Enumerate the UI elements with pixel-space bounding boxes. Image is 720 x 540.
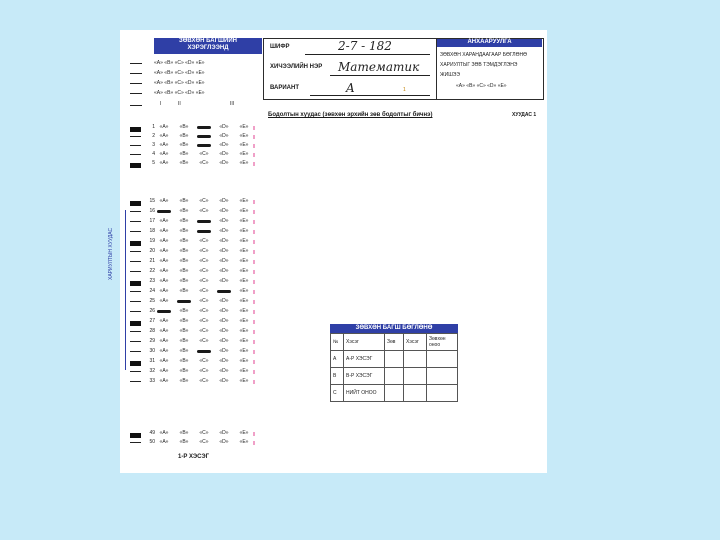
grade-head-correct: Зөв bbox=[385, 334, 404, 351]
answer-bubble[interactable] bbox=[197, 350, 211, 353]
answer-row bbox=[145, 151, 260, 159]
section-footer: 1-Р ХЭСЭГ bbox=[178, 454, 210, 460]
answer-row-number: 17 bbox=[149, 218, 155, 224]
answer-row-number: 19 bbox=[149, 238, 155, 244]
grade-row-a-id: A bbox=[331, 351, 344, 368]
answer-row bbox=[145, 308, 260, 316]
answer-bubble[interactable]: «E» bbox=[239, 268, 249, 274]
answer-bubble[interactable] bbox=[197, 230, 211, 233]
timing-mark bbox=[130, 221, 141, 222]
answer-bubble[interactable]: «B» bbox=[179, 328, 189, 334]
answer-col-head-i: I bbox=[160, 101, 162, 107]
grade-row-b bbox=[331, 368, 458, 385]
column-mark bbox=[253, 432, 255, 436]
teacher-use-title-2: ХЭРЭГЛЭЭНД bbox=[187, 45, 229, 51]
answer-bubble[interactable]: «B» bbox=[179, 348, 189, 354]
answer-bubble[interactable]: «C» bbox=[199, 368, 209, 374]
answer-bubble[interactable]: «B» bbox=[179, 318, 189, 324]
answer-bubble[interactable]: «E» bbox=[239, 208, 249, 214]
timing-mark bbox=[130, 351, 141, 352]
answer-row bbox=[145, 124, 260, 132]
answer-row bbox=[145, 198, 260, 206]
column-mark bbox=[253, 290, 255, 294]
answer-bubble[interactable]: «A» bbox=[159, 439, 169, 445]
grade-row-a-label: А-Р ХЭСЭГ bbox=[344, 351, 385, 368]
column-mark bbox=[253, 210, 255, 214]
answer-bubble[interactable]: «B» bbox=[179, 198, 189, 204]
answer-bubble[interactable]: «A» bbox=[159, 318, 169, 324]
answer-bubble[interactable]: «E» bbox=[239, 258, 249, 264]
answer-bubble[interactable]: «B» bbox=[179, 288, 189, 294]
answer-bubble[interactable]: «D» bbox=[219, 142, 229, 148]
answer-bubble[interactable]: «E» bbox=[239, 124, 249, 130]
answer-row-number: 5 bbox=[152, 160, 155, 166]
top-code-row-4: «A» «B» «C» «D» «E» bbox=[154, 90, 205, 96]
column-mark bbox=[253, 270, 255, 274]
answer-bubble[interactable]: «E» bbox=[239, 439, 249, 445]
timing-mark bbox=[130, 271, 141, 272]
answer-row-number: 20 bbox=[149, 248, 155, 254]
answer-bubble[interactable]: «D» bbox=[219, 268, 229, 274]
notice-line-3: ЖИШЭЭ bbox=[440, 72, 460, 78]
answer-row bbox=[145, 318, 260, 326]
answer-bubble[interactable]: «B» bbox=[179, 133, 189, 139]
answer-col-head-iii: III bbox=[230, 101, 235, 107]
side-arrow-line bbox=[125, 210, 126, 370]
answer-row bbox=[145, 439, 260, 447]
grade-table bbox=[330, 324, 458, 402]
answer-bubble[interactable]: «A» bbox=[159, 328, 169, 334]
column-mark bbox=[253, 126, 255, 130]
answer-bubble[interactable]: «E» bbox=[239, 308, 249, 314]
answer-bubble[interactable]: «E» bbox=[239, 160, 249, 166]
answer-bubble[interactable]: «E» bbox=[239, 228, 249, 234]
timing-mark bbox=[130, 433, 141, 438]
answer-bubble[interactable]: «B» bbox=[179, 308, 189, 314]
answer-bubble[interactable]: «D» bbox=[219, 248, 229, 254]
column-mark bbox=[253, 220, 255, 224]
column-mark bbox=[253, 350, 255, 354]
column-mark bbox=[253, 280, 255, 284]
answer-bubble[interactable]: «E» bbox=[239, 338, 249, 344]
answer-bubble[interactable]: «E» bbox=[239, 318, 249, 324]
answer-row bbox=[145, 238, 260, 246]
answer-bubble[interactable]: «A» bbox=[159, 338, 169, 344]
timing-mark bbox=[130, 201, 141, 206]
answer-bubble[interactable]: «A» bbox=[159, 142, 169, 148]
answer-bubble[interactable]: «E» bbox=[239, 198, 249, 204]
column-mark bbox=[253, 240, 255, 244]
timing-mark bbox=[130, 127, 141, 132]
timing-mark bbox=[130, 261, 141, 262]
answer-row bbox=[145, 268, 260, 276]
answer-bubble[interactable]: «B» bbox=[179, 218, 189, 224]
answer-bubble[interactable] bbox=[197, 126, 211, 129]
answer-bubble[interactable]: «D» bbox=[219, 160, 229, 166]
answer-bubble[interactable]: «D» bbox=[219, 318, 229, 324]
answer-bubble[interactable]: «B» bbox=[179, 228, 189, 234]
answer-bubble[interactable]: «E» bbox=[239, 278, 249, 284]
answer-bubble[interactable] bbox=[197, 135, 211, 138]
answer-row-number: 49 bbox=[149, 430, 155, 436]
notice-line-2: ХАРИУЛТЫГ ЗӨВ ТЭМДЭГЛЭНЭ bbox=[440, 62, 518, 68]
answer-row bbox=[145, 298, 260, 306]
answer-bubble[interactable]: «A» bbox=[159, 348, 169, 354]
page-label: ХУУДАС 1 bbox=[512, 112, 537, 118]
answer-bubble[interactable]: «E» bbox=[239, 142, 249, 148]
answer-bubble[interactable]: «C» bbox=[199, 160, 209, 166]
grade-row-c-label: НИЙТ ОНОО bbox=[344, 385, 385, 402]
answer-bubble[interactable]: «B» bbox=[179, 258, 189, 264]
answer-bubble[interactable]: «A» bbox=[159, 248, 169, 254]
answer-bubble[interactable]: «A» bbox=[159, 228, 169, 234]
timing-mark bbox=[130, 381, 141, 382]
answer-bubble[interactable]: «B» bbox=[179, 439, 189, 445]
answer-row-number: 27 bbox=[149, 318, 155, 324]
timing-mark bbox=[130, 211, 141, 212]
answer-bubble[interactable]: «D» bbox=[219, 298, 229, 304]
answer-bubble[interactable]: «B» bbox=[179, 248, 189, 254]
answer-bubble[interactable]: «A» bbox=[159, 133, 169, 139]
answer-bubble[interactable]: «D» bbox=[219, 218, 229, 224]
answer-bubble[interactable]: «C» bbox=[199, 430, 209, 436]
answer-bubble[interactable]: «B» bbox=[179, 358, 189, 364]
answer-bubble[interactable]: «A» bbox=[159, 268, 169, 274]
column-mark bbox=[253, 135, 255, 139]
answer-row-number: 15 bbox=[149, 198, 155, 204]
answer-bubble[interactable]: «B» bbox=[179, 238, 189, 244]
code-label: ШИФР bbox=[270, 44, 290, 50]
answer-bubble[interactable]: «A» bbox=[159, 288, 169, 294]
answer-bubble[interactable]: «D» bbox=[219, 430, 229, 436]
answer-bubble[interactable]: «E» bbox=[239, 348, 249, 354]
answer-bubble[interactable]: «A» bbox=[159, 124, 169, 130]
answer-bubble[interactable]: «E» bbox=[239, 378, 249, 384]
variant-value: A bbox=[346, 81, 355, 95]
grade-head-part2: Хэсэг bbox=[404, 334, 427, 351]
timing-mark bbox=[130, 154, 141, 155]
answer-bubble[interactable]: «B» bbox=[179, 142, 189, 148]
answer-bubble[interactable]: «C» bbox=[199, 358, 209, 364]
answer-bubble[interactable] bbox=[177, 300, 191, 303]
answer-bubble[interactable]: «D» bbox=[219, 348, 229, 354]
answer-bubble[interactable]: «C» bbox=[199, 208, 209, 214]
answer-bubble[interactable]: «D» bbox=[219, 151, 229, 157]
answer-bubble[interactable]: «A» bbox=[159, 198, 169, 204]
answer-bubble[interactable]: «C» bbox=[199, 298, 209, 304]
column-mark bbox=[253, 370, 255, 374]
answer-bubble[interactable]: «C» bbox=[199, 248, 209, 254]
answer-bubble[interactable]: «A» bbox=[159, 160, 169, 166]
code-value: 2-7 - 182 bbox=[338, 39, 392, 53]
answer-row-number: 30 bbox=[149, 348, 155, 354]
answer-row bbox=[145, 338, 260, 346]
top-code-row-2: «A» «B» «C» «D» «E» bbox=[154, 70, 205, 76]
grade-head-score: Зөвхөн оноо bbox=[427, 334, 458, 351]
column-mark bbox=[253, 300, 255, 304]
answer-row-number: 25 bbox=[149, 298, 155, 304]
column-mark bbox=[253, 153, 255, 157]
answer-bubble[interactable]: «C» bbox=[199, 268, 209, 274]
answer-bubble[interactable]: «D» bbox=[219, 258, 229, 264]
answer-bubble[interactable]: «B» bbox=[179, 160, 189, 166]
timing-mark bbox=[130, 361, 141, 366]
answer-row bbox=[145, 378, 260, 386]
answer-bubble[interactable]: «C» bbox=[199, 198, 209, 204]
column-mark bbox=[253, 144, 255, 148]
answer-bubble[interactable]: «E» bbox=[239, 288, 249, 294]
answer-bubble[interactable]: «D» bbox=[219, 133, 229, 139]
column-mark bbox=[253, 230, 255, 234]
answer-row-number: 23 bbox=[149, 278, 155, 284]
column-mark bbox=[253, 360, 255, 364]
grade-row-a bbox=[331, 351, 458, 368]
answer-row bbox=[145, 160, 260, 168]
answer-bubble[interactable] bbox=[197, 220, 211, 223]
notice-title: АНХААРУУЛГА bbox=[437, 39, 542, 47]
variant-mark: 1 bbox=[403, 87, 406, 93]
grade-row-c bbox=[331, 385, 458, 402]
answer-bubble[interactable] bbox=[217, 290, 231, 293]
answer-bubble[interactable]: «A» bbox=[159, 368, 169, 374]
answer-bubble[interactable]: «D» bbox=[219, 338, 229, 344]
answer-row bbox=[145, 133, 260, 141]
answer-row bbox=[145, 142, 260, 150]
answer-row bbox=[145, 208, 260, 216]
timing-mark bbox=[130, 442, 141, 443]
answer-row-number: 2 bbox=[152, 133, 155, 139]
answer-bubble[interactable]: «C» bbox=[199, 338, 209, 344]
answer-row-number: 24 bbox=[149, 288, 155, 294]
answer-bubble[interactable]: «C» bbox=[199, 278, 209, 284]
column-mark bbox=[253, 260, 255, 264]
timing-mark bbox=[130, 251, 141, 252]
answer-bubble[interactable]: «E» bbox=[239, 151, 249, 157]
answer-bubble[interactable]: «A» bbox=[159, 430, 169, 436]
timing-mark bbox=[130, 136, 141, 137]
answer-bubble[interactable]: «A» bbox=[159, 358, 169, 364]
answer-bubble[interactable]: «D» bbox=[219, 238, 229, 244]
answer-bubble[interactable]: «B» bbox=[179, 278, 189, 284]
grade-head-part: Хэсэг bbox=[344, 334, 385, 351]
answer-bubble[interactable]: «C» bbox=[199, 308, 209, 314]
timing-mark bbox=[130, 321, 141, 326]
answer-bubble[interactable]: «D» bbox=[219, 358, 229, 364]
top-code-row-3: «A» «B» «C» «D» «E» bbox=[154, 80, 205, 86]
answer-bubble[interactable]: «B» bbox=[179, 378, 189, 384]
answer-row bbox=[145, 358, 260, 366]
answer-row bbox=[145, 228, 260, 236]
answer-bubble[interactable]: «B» bbox=[179, 208, 189, 214]
answer-bubble[interactable]: «A» bbox=[159, 238, 169, 244]
answer-row-number: 4 bbox=[152, 151, 155, 157]
answer-row-number: 50 bbox=[149, 439, 155, 445]
answer-bubble[interactable]: «A» bbox=[159, 258, 169, 264]
answer-bubble[interactable]: «A» bbox=[159, 378, 169, 384]
answer-row-number: 3 bbox=[152, 142, 155, 148]
answer-row-number: 33 bbox=[149, 378, 155, 384]
notice-box bbox=[436, 38, 544, 100]
timing-mark bbox=[130, 231, 141, 232]
column-mark bbox=[253, 162, 255, 166]
answer-bubble[interactable]: «D» bbox=[219, 328, 229, 334]
variant-label: ВАРИАНТ bbox=[270, 85, 300, 91]
answer-bubble[interactable]: «B» bbox=[179, 338, 189, 344]
grade-table-title: ЗӨВХӨН БАГШ БӨГЛӨНӨ bbox=[330, 324, 458, 333]
answer-row-number: 29 bbox=[149, 338, 155, 344]
answer-bubble[interactable]: «A» bbox=[159, 218, 169, 224]
answer-row bbox=[145, 218, 260, 226]
answer-bubble[interactable]: «C» bbox=[199, 151, 209, 157]
timing-mark bbox=[130, 371, 141, 372]
grade-table-header bbox=[331, 334, 458, 351]
timing-mark bbox=[130, 145, 141, 146]
timing-mark bbox=[130, 163, 141, 168]
answer-row bbox=[145, 430, 260, 438]
column-mark bbox=[253, 200, 255, 204]
answer-row bbox=[145, 328, 260, 336]
answer-row-number: 31 bbox=[149, 358, 155, 364]
answer-bubble[interactable]: «D» bbox=[219, 368, 229, 374]
answer-row-number: 21 bbox=[149, 258, 155, 264]
answer-bubble[interactable]: «C» bbox=[199, 439, 209, 445]
timing-mark bbox=[130, 301, 141, 302]
answer-bubble[interactable]: «D» bbox=[219, 378, 229, 384]
answer-bubble[interactable]: «D» bbox=[219, 308, 229, 314]
answer-row-number: 1 bbox=[152, 124, 155, 130]
answer-bubble[interactable]: «E» bbox=[239, 248, 249, 254]
answer-bubble[interactable]: «B» bbox=[179, 430, 189, 436]
timing-mark bbox=[130, 341, 141, 342]
answer-bubble[interactable]: «D» bbox=[219, 208, 229, 214]
notice-example: «A» «B» «C» «D» «E» bbox=[456, 83, 507, 89]
answer-bubble[interactable]: «C» bbox=[199, 328, 209, 334]
answer-bubble[interactable]: «E» bbox=[239, 358, 249, 364]
answer-row bbox=[145, 348, 260, 356]
notice-line-1: ЗӨВХӨН ХАРАНДААГААР БӨГЛӨНӨ bbox=[440, 52, 527, 58]
answer-bubble[interactable]: «C» bbox=[199, 258, 209, 264]
answer-row-number: 22 bbox=[149, 268, 155, 274]
answer-row bbox=[145, 278, 260, 286]
answer-bubble[interactable]: «B» bbox=[179, 151, 189, 157]
answer-row-number: 28 bbox=[149, 328, 155, 334]
answer-bubble[interactable]: «C» bbox=[199, 238, 209, 244]
answer-bubble[interactable] bbox=[157, 210, 171, 213]
answer-row-number: 16 bbox=[149, 208, 155, 214]
answer-bubble[interactable]: «E» bbox=[239, 133, 249, 139]
timing-mark bbox=[130, 291, 141, 292]
answer-row bbox=[145, 248, 260, 256]
scratch-instruction: Бодолтын хуудас (зөвхөн эрхийн зөв бодолтыг бичнэ) bbox=[268, 112, 433, 118]
timing-mark bbox=[130, 281, 141, 286]
answer-row bbox=[145, 288, 260, 296]
teacher-use-header bbox=[154, 38, 262, 54]
subject-value: Математик bbox=[338, 60, 420, 74]
column-mark bbox=[253, 330, 255, 334]
answer-bubble[interactable]: «E» bbox=[239, 328, 249, 334]
timing-mark bbox=[130, 241, 141, 246]
answer-bubble[interactable]: «D» bbox=[219, 228, 229, 234]
answer-row bbox=[145, 368, 260, 376]
grade-row-b-id: B bbox=[331, 368, 344, 385]
answer-bubble[interactable]: «E» bbox=[239, 218, 249, 224]
answer-bubble[interactable]: «D» bbox=[219, 198, 229, 204]
answer-bubble[interactable] bbox=[197, 144, 211, 147]
answer-bubble[interactable]: «B» bbox=[179, 268, 189, 274]
answer-bubble[interactable]: «B» bbox=[179, 368, 189, 374]
answer-bubble[interactable]: «A» bbox=[159, 298, 169, 304]
answer-bubble[interactable] bbox=[157, 310, 171, 313]
answer-bubble[interactable]: «D» bbox=[219, 439, 229, 445]
column-mark bbox=[253, 320, 255, 324]
answer-bubble[interactable]: «C» bbox=[199, 318, 209, 324]
answer-bubble[interactable]: «A» bbox=[159, 151, 169, 157]
answer-col-head-ii: II bbox=[178, 101, 181, 107]
timing-mark bbox=[130, 311, 141, 312]
answer-bubble[interactable]: «E» bbox=[239, 238, 249, 244]
column-mark bbox=[253, 310, 255, 314]
column-mark bbox=[253, 340, 255, 344]
answer-bubble[interactable]: «D» bbox=[219, 278, 229, 284]
answer-bubble[interactable]: «E» bbox=[239, 368, 249, 374]
answer-bubble[interactable]: «B» bbox=[179, 124, 189, 130]
subject-label: ХИЧЭЭЛИЙН НЭР bbox=[270, 64, 323, 70]
column-mark bbox=[253, 250, 255, 254]
timing-mark bbox=[130, 331, 141, 332]
answer-row-number: 26 bbox=[149, 308, 155, 314]
top-code-row-1: «A» «B» «C» «D» «E» bbox=[154, 60, 205, 66]
grade-row-b-label: В-Р ХЭСЭГ bbox=[344, 368, 385, 385]
answer-row-number: 32 bbox=[149, 368, 155, 374]
answer-bubble[interactable]: «E» bbox=[239, 430, 249, 436]
answer-bubble[interactable]: «E» bbox=[239, 298, 249, 304]
answer-bubble[interactable]: «D» bbox=[219, 124, 229, 130]
answer-sheet bbox=[108, 30, 547, 473]
answer-bubble[interactable]: «A» bbox=[159, 278, 169, 284]
answer-bubble[interactable]: «C» bbox=[199, 378, 209, 384]
side-vertical-label: ХАРИУЛТЫН ХУУДАС bbox=[108, 227, 114, 280]
column-mark bbox=[253, 380, 255, 384]
answer-bubble[interactable]: «C» bbox=[199, 288, 209, 294]
answer-row-number: 18 bbox=[149, 228, 155, 234]
teacher-use-title-1: ЗӨВХӨН БАГШИЙН bbox=[178, 38, 237, 44]
grade-head-no: № bbox=[331, 334, 344, 351]
column-mark bbox=[253, 441, 255, 445]
answer-row bbox=[145, 258, 260, 266]
grade-row-c-id: C bbox=[331, 385, 344, 402]
